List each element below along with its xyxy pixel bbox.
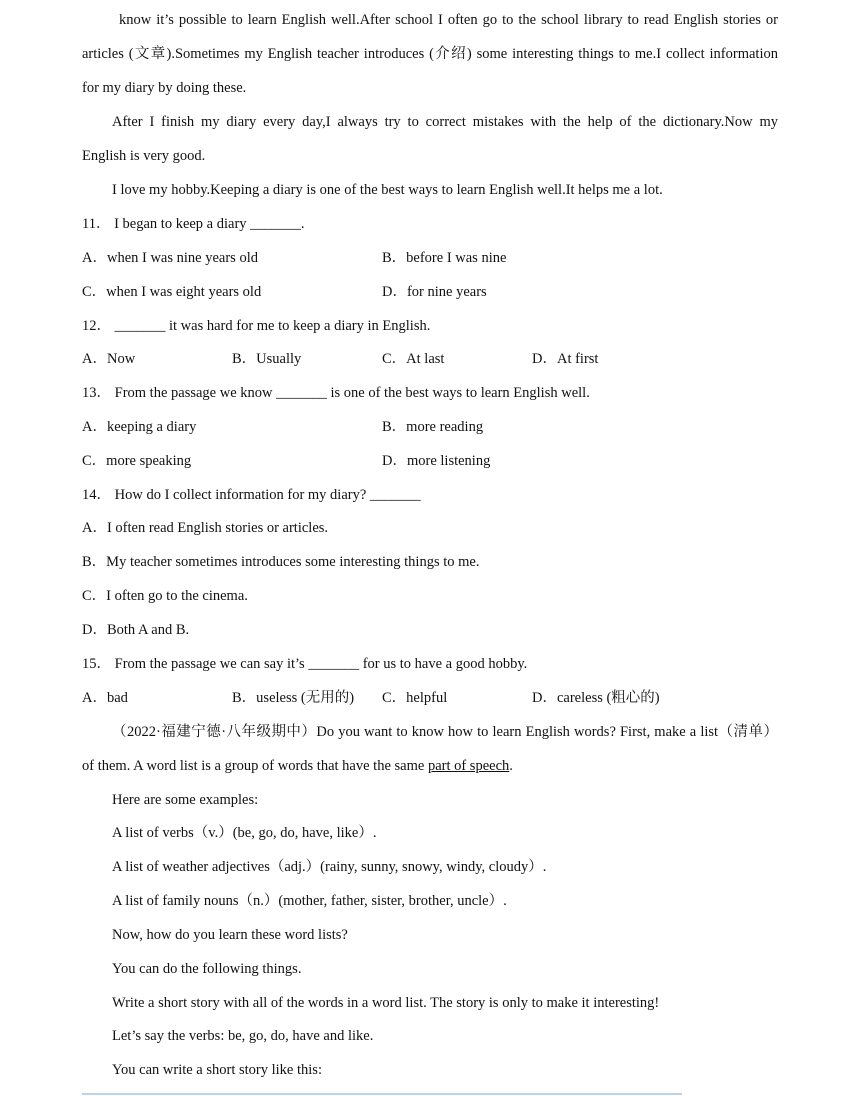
passage1-line-2: articles (文章).Sometimes my English teacher introduces (介绍) some interesting things to me.I collect information — [82, 46, 778, 62]
passage1-line-6: I love my hobby.Keeping a diary is one of the best ways to learn English well.It helps me a lot. — [112, 182, 663, 198]
passage2-line-2-text: of them. A word list is a group of words that have the same — [82, 758, 428, 774]
passage2-line-7: Now, how do you learn these word lists? — [112, 927, 348, 943]
question-12-stem: 12． _______ it was hard for me to keep a diary in English. — [82, 318, 431, 334]
question-15-option-b: B．useless (无用的) — [232, 690, 355, 706]
question-13-option-b: B．more reading — [382, 419, 484, 435]
question-15-option-c: C．helpful — [382, 690, 448, 706]
passage2-line-4: A list of verbs（v.）(be, go, do, have, like）. — [112, 825, 377, 841]
question-14-option-b: B．My teacher sometimes introduces some interesting things to me. — [82, 554, 480, 570]
question-14-option-d: D．Both A and B. — [82, 622, 190, 638]
question-14-option-a: A．I often read English stories or articles. — [82, 520, 329, 536]
question-14-option-c: C．I often go to the cinema. — [82, 588, 248, 604]
question-13-option-c: C．more speaking — [82, 453, 192, 469]
passage2-line-5: A list of weather adjectives（adj.）(rainy, sunny, snowy, windy, cloudy）. — [112, 859, 547, 875]
question-13-option-a: A．keeping a diary — [82, 419, 197, 435]
passage2-line-2-end: . — [509, 758, 513, 774]
bottom-divider — [82, 1093, 682, 1095]
passage2-line-8: You can do the following things. — [112, 961, 302, 977]
question-13-stem: 13． From the passage we know _______ is one of the best ways to learn English well. — [82, 385, 590, 401]
passage2-line-3: Here are some examples: — [112, 792, 259, 808]
question-12-option-b: B．Usually — [232, 351, 302, 367]
passage2-line-1: （2022·福建宁德·八年级期中）Do you want to know how to learn English words? First, make a list（清单） — [112, 724, 778, 740]
question-11-option-a: A．when I was nine years old — [82, 250, 258, 266]
question-14-stem: 14． How do I collect information for my diary? _______ — [82, 487, 421, 503]
question-11-stem: 11． I began to keep a diary _______. — [82, 216, 305, 232]
passage2-line-11: You can write a short story like this: — [112, 1062, 322, 1078]
question-11-option-d: D．for nine years — [382, 284, 487, 300]
passage2-line-2 — [82, 756, 513, 776]
question-13-option-d: D．more listening — [382, 453, 491, 469]
underlined-phrase: part of speech — [427, 758, 510, 774]
passage1-line-1: know it’s possible to learn English well.After school I often go to the school library to read English stories or — [119, 12, 778, 28]
passage2-line-9: Write a short story with all of the words in a word list. The story is only to make it interesting! — [112, 995, 660, 1011]
question-11-option-c: C．when I was eight years old — [82, 284, 262, 300]
question-12-option-d: D．At first — [532, 351, 599, 367]
passage1-line-3: for my diary by doing these. — [82, 80, 247, 96]
question-15-stem: 15． From the passage we can say it’s _______ for us to have a good hobby. — [82, 656, 528, 672]
passage1-line-4: After I finish my diary every day,I always try to correct mistakes with the help of the dictionary.Now my — [112, 114, 778, 130]
question-12-option-a: A．Now — [82, 351, 136, 367]
passage2-line-10: Let’s say the verbs: be, go, do, have and like. — [112, 1028, 374, 1044]
passage2-line-6: A list of family nouns（n.）(mother, father, sister, brother, uncle）. — [112, 893, 507, 909]
question-15-option-a: A．bad — [82, 690, 128, 706]
question-15-option-d: D．careless (粗心的) — [532, 690, 660, 706]
passage1-line-5: English is very good. — [82, 148, 206, 164]
question-11-option-b: B．before I was nine — [382, 250, 507, 266]
question-12-option-c: C．At last — [382, 351, 445, 367]
